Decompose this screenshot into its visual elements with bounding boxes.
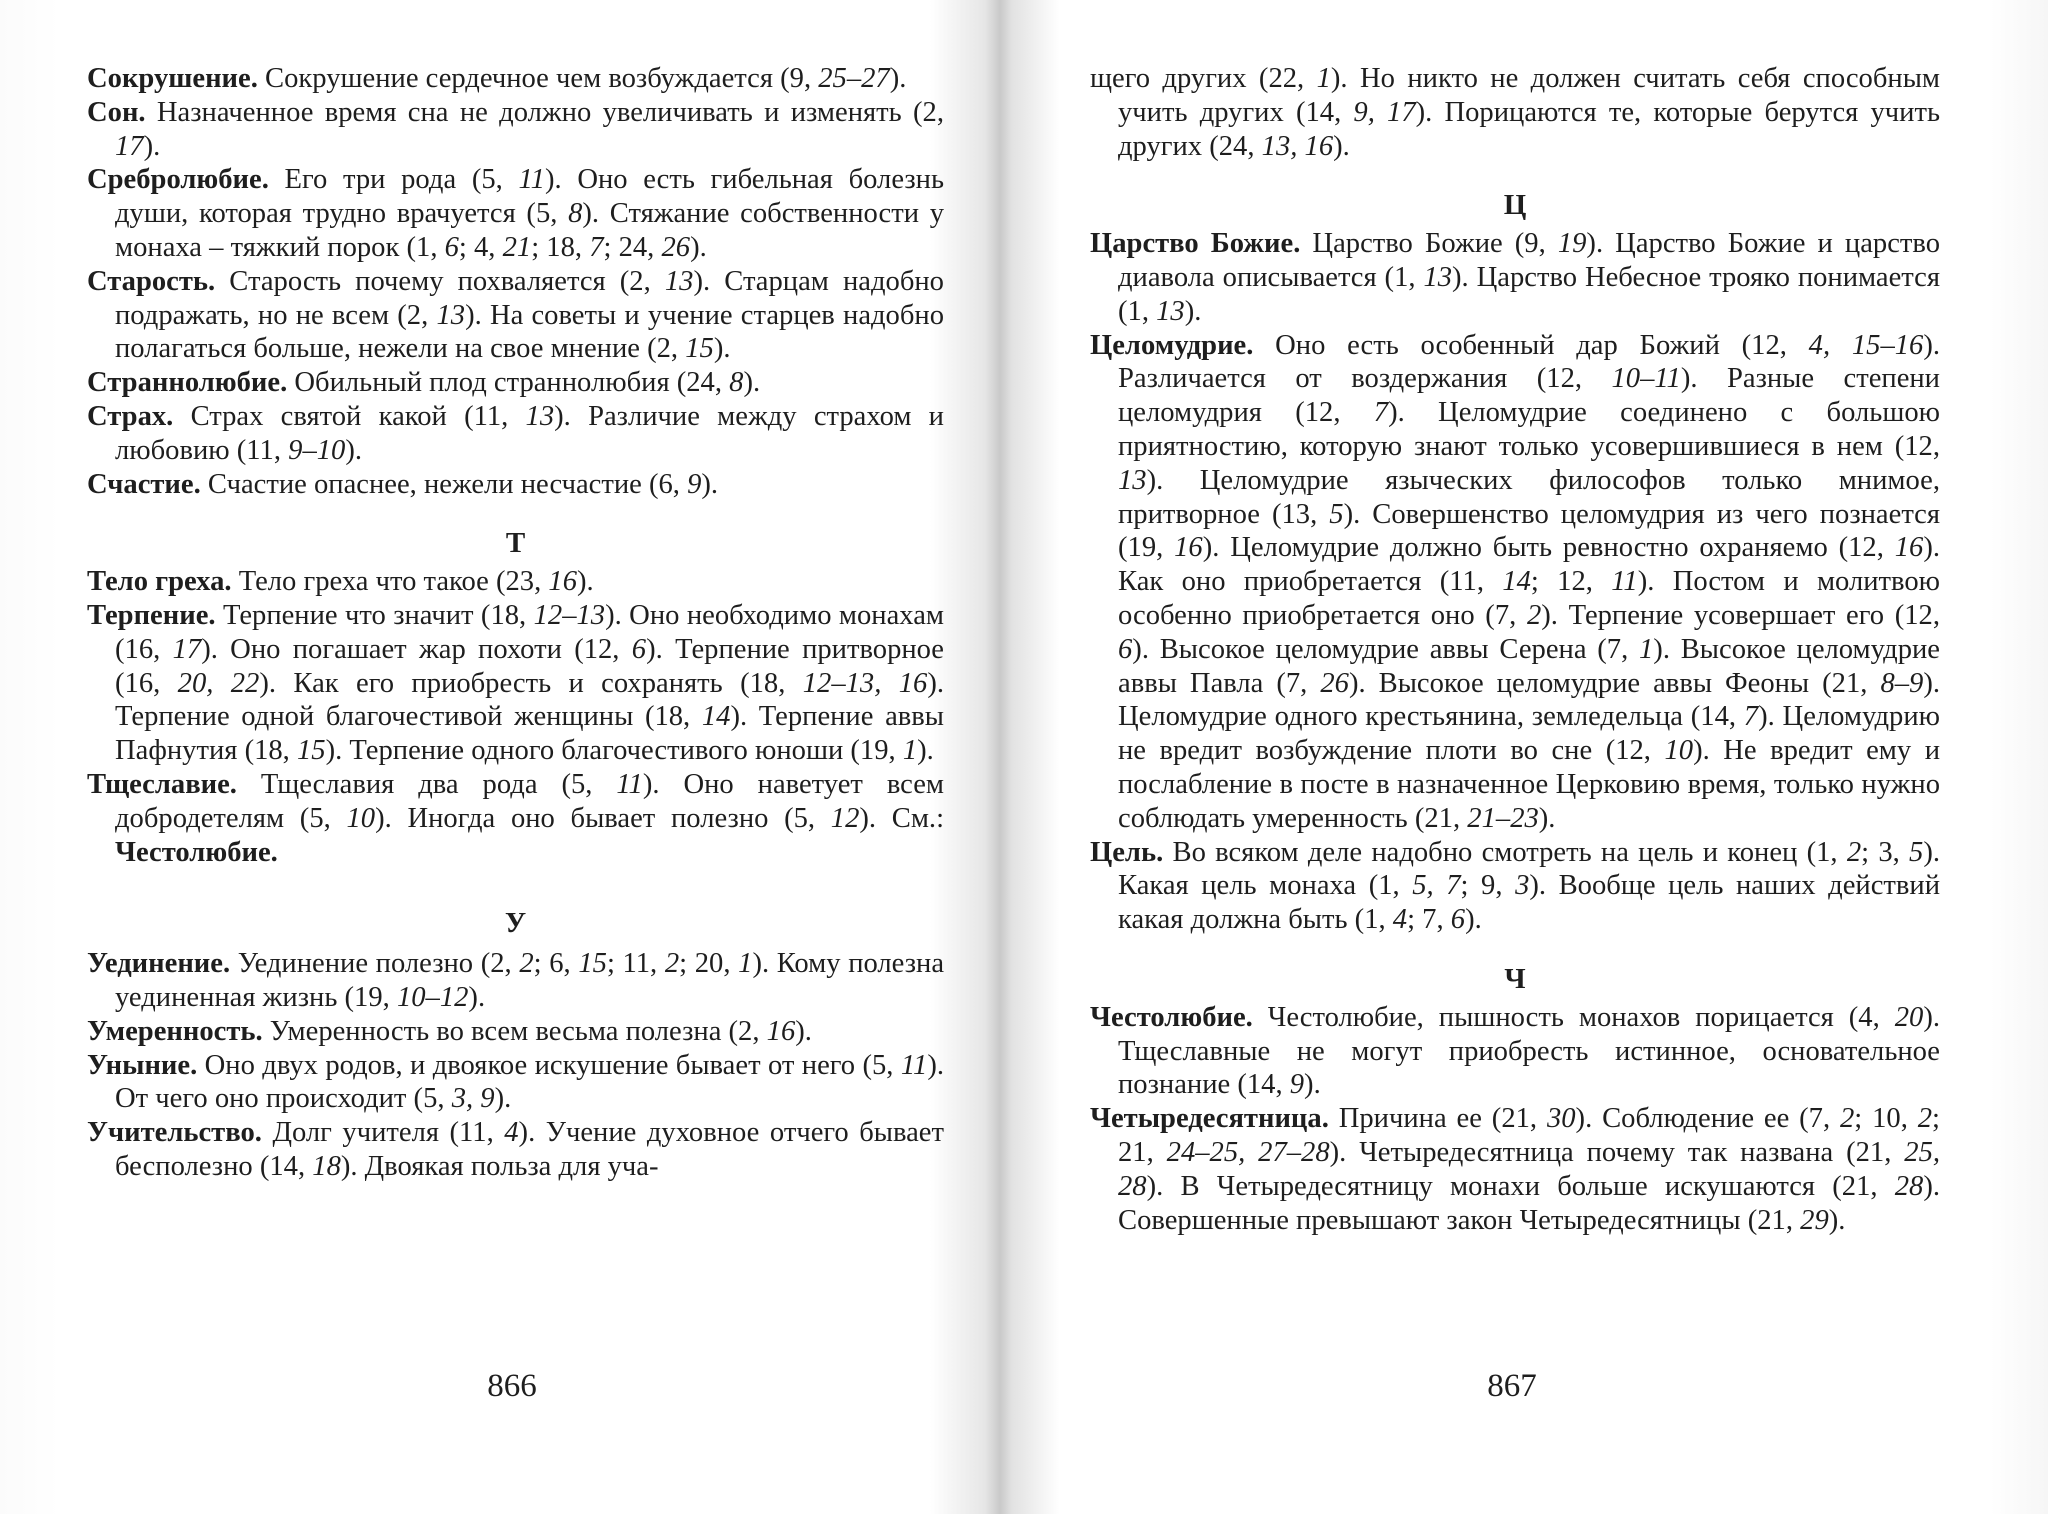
entry-text: ). Различие между страхом и любовию (11, xyxy=(115,400,944,466)
entry-list-u xyxy=(87,947,944,1184)
reference-number: 26 xyxy=(1320,667,1349,699)
section-letter-ch: Ч xyxy=(1504,962,1526,995)
reference-number: 13 xyxy=(1118,464,1147,496)
entry-text: ). Терпение одного благочестивого юноши (19, xyxy=(325,735,903,767)
reference-number: 6 xyxy=(1450,904,1466,936)
entry-text: ). Терпение притворное (16, xyxy=(115,633,945,699)
reference-number: 16 xyxy=(1174,532,1203,564)
index-entry xyxy=(87,565,944,599)
reference-number: 2 xyxy=(1840,1103,1855,1135)
entry-text: Страх святой какой (11, xyxy=(173,400,526,432)
reference-number: 11 xyxy=(518,164,545,196)
index-entry xyxy=(1090,1102,1940,1237)
index-entry xyxy=(87,96,944,164)
reference-number: 10–12 xyxy=(396,981,469,1013)
entry-text: ). xyxy=(345,434,362,466)
reference-number: 6 xyxy=(444,231,459,263)
entry-term: Тело греха. xyxy=(87,566,232,598)
entry-text: ). xyxy=(690,231,707,263)
entry-text: ). Высокое целомудрие аввы Серена (7, xyxy=(1132,633,1639,665)
cross-reference: Честолюбие. xyxy=(115,836,278,868)
entry-text: Долг учителя (11, xyxy=(261,1117,505,1149)
entry-text: ). xyxy=(1333,130,1350,162)
entry-text: ). xyxy=(1184,295,1202,327)
entry-text: ). xyxy=(1828,1204,1846,1236)
right-page xyxy=(1090,62,1940,1237)
entry-text: ). Учение духовное отчего бывает бесполезно (14, xyxy=(115,1117,944,1182)
entry-text: ). Целомудрие языческих философов только мнимое, притворное (13, xyxy=(1118,464,1940,530)
entry-text: ; 3, xyxy=(1861,836,1910,868)
entry-text: ; 6, xyxy=(533,948,579,980)
entry-term: Тщеславие. xyxy=(87,768,237,800)
reference-number: 21 xyxy=(502,231,532,263)
entry-term: Четыредесятница. xyxy=(1090,1103,1329,1135)
reference-number: 7 xyxy=(1373,397,1389,429)
entry-text: ; 21, xyxy=(1118,1103,1940,1168)
entry-text: ). Различается от воздержания (12, xyxy=(1118,329,1941,395)
index-entry xyxy=(87,947,944,1015)
index-entry xyxy=(87,768,944,869)
entry-text: ). Царство Небесное трояко понимается (1, xyxy=(1118,261,1940,327)
reference-number: 25, 28 xyxy=(1118,1136,1941,1202)
entry-list-ts xyxy=(1090,227,1940,937)
reference-number: 12–13, 16 xyxy=(802,667,928,699)
reference-number: 1 xyxy=(1639,633,1654,665)
entry-text: ). Оно наветует всем добродетелям (5, xyxy=(115,768,944,834)
entry-text: ; 7, xyxy=(1407,904,1451,936)
index-entry xyxy=(87,1049,944,1117)
reference-number: 2 xyxy=(1846,836,1862,868)
entry-text: ). Целомудрие одного крестьянина, земледельца (14, xyxy=(1118,667,1940,733)
reference-number: 26 xyxy=(661,231,691,263)
reference-number: 5 xyxy=(1909,836,1924,868)
entry-text: ; 24, xyxy=(603,231,662,263)
index-entry xyxy=(1090,1001,1940,1102)
entry-text: ). Разные степени целомудрия (12, xyxy=(1118,363,1940,429)
entry-text: ). xyxy=(468,981,486,1013)
entry-text: ). Тщеславные не могут приобресть истинное, основательное познание (14, xyxy=(1118,1001,1940,1101)
entry-text: ). Терпение аввы Пафнутия (18, xyxy=(115,701,944,767)
reference-number: 11 xyxy=(900,1049,928,1081)
index-entry xyxy=(87,1015,944,1049)
page-number-right: 867 xyxy=(1487,1368,1537,1404)
entry-text: ). Оно погашает жар похоти (12, xyxy=(201,633,632,665)
entry-text: Старость почему похваляется (2, xyxy=(215,265,665,297)
index-entry xyxy=(87,400,944,468)
entry-text: ). Порицаются те, которые берутся учить других (24, xyxy=(1118,96,1940,162)
entry-text: ). Совершенные превышают закон Четыредесятницы (21, xyxy=(1118,1170,1940,1236)
index-entry xyxy=(87,366,944,400)
entry-text: ). Постом и молитвою особенно приобретается оно (7, xyxy=(1118,566,1941,631)
reference-number: 13, 16 xyxy=(1261,130,1334,162)
entry-text: ). Старцам надобно подражать, но не всем (2, xyxy=(115,265,944,331)
index-entry xyxy=(87,163,944,264)
reference-number: 20, 22 xyxy=(177,667,260,699)
reference-number: 13 xyxy=(664,265,694,297)
entry-term: Учительство. xyxy=(87,1117,262,1149)
reference-number: 21–23 xyxy=(1467,802,1539,834)
entry-text: ). Высокое целомудрие аввы Феоны (21, xyxy=(1348,667,1881,699)
entry-text: ). xyxy=(494,1083,512,1115)
index-entry xyxy=(87,1116,944,1184)
reference-number: 8 xyxy=(568,198,583,230)
entry-text: Умеренность во всем весьма полезна (2, xyxy=(262,1015,767,1047)
reference-number: 25–27 xyxy=(818,63,890,94)
entry-text: ). Царство Божие и царство диавола описывается (1, xyxy=(1118,228,1940,293)
reference-number: 6 xyxy=(631,633,647,665)
entry-text: ). См.: xyxy=(859,802,945,834)
reference-number: 2 xyxy=(1526,599,1542,631)
entry-text: ). xyxy=(577,566,594,598)
reference-number: 11 xyxy=(1611,566,1638,598)
index-entry xyxy=(1090,227,1940,328)
reference-number: 1 xyxy=(902,735,918,767)
reference-number: 9 xyxy=(687,468,702,500)
entry-text: ). В Четыредесятницу монахи больше искушаются (21, xyxy=(1146,1170,1895,1202)
entry-text: 9, xyxy=(789,63,819,94)
reference-number: 15 xyxy=(685,333,714,365)
reference-number: 2 xyxy=(519,948,534,980)
reference-number: 8–9 xyxy=(1880,667,1924,699)
entry-term: Царство Божие. xyxy=(1090,228,1301,260)
entry-text: ). xyxy=(713,333,731,365)
entry-text: ). Целомудрие соединено с большою приятностию, которую знают только усовершившиеся в нем (12, xyxy=(1118,397,1940,462)
entry-text: ). Вообще цель наших действий какая должна быть (1, xyxy=(1118,870,1940,936)
entry-text: Во всяком деле надобно смотреть на цель и конец (1, xyxy=(1163,836,1847,868)
entry-text: ; 20, xyxy=(679,948,739,980)
reference-number: 9–10 xyxy=(288,434,346,466)
reference-number: 16 xyxy=(766,1015,796,1047)
reference-number: 7 xyxy=(1743,701,1759,733)
reference-number: 28 xyxy=(1894,1170,1924,1202)
reference-number: 29 xyxy=(1800,1204,1829,1236)
entry-text: ). Иногда оно бывает полезно (5, xyxy=(375,802,831,834)
entry-text: Уединение полезно (2, xyxy=(230,948,520,980)
entry-text: ). Четыредесятница почему так названа (21, xyxy=(1329,1136,1905,1168)
entry-text: Царство Божие (9, xyxy=(1300,228,1558,260)
section-letter-u: У xyxy=(504,907,527,940)
entry-text: Тщеславия два рода (5, xyxy=(236,768,617,800)
entry-term: Сокрушение. xyxy=(87,63,258,94)
entry-text: ; 10, xyxy=(1854,1103,1918,1135)
entry-term: Старость. xyxy=(87,265,216,297)
reference-number: 11 xyxy=(616,768,643,800)
entry-text: Честолюбие, пышность монахов порицается (4, xyxy=(1252,1001,1895,1033)
entry-term: Цель. xyxy=(1090,836,1164,868)
reference-number: 13 xyxy=(436,299,466,331)
index-entry xyxy=(87,468,944,502)
reference-number: 2 xyxy=(1917,1103,1933,1135)
entry-list-ch xyxy=(1090,1001,1940,1238)
entry-term: Счастие. xyxy=(87,468,201,500)
entry-text: ). xyxy=(795,1015,812,1047)
reference-number: 4, 15–16 xyxy=(1808,329,1924,361)
entry-text: ). Терпение усовершает его (12, xyxy=(1541,599,1940,631)
reference-number: 2 xyxy=(664,948,680,980)
entry-term: Сребролюбие. xyxy=(87,164,269,196)
entry-text: ; 4, xyxy=(458,231,503,263)
reference-number: 10–11 xyxy=(1611,363,1681,395)
entry-list-t xyxy=(87,565,944,869)
entry-term: Умеренность. xyxy=(87,1015,263,1047)
entry-text: ). Как его приобресть и сохранять (18, xyxy=(259,667,803,699)
section-letter-t: Т xyxy=(505,527,526,560)
entry-text: ). Двоякая польза для уча- xyxy=(340,1150,659,1182)
entry-text: ). Целомудрию не вредит возбуждение плоти во сне (12, xyxy=(1118,701,1941,767)
reference-number: 13 xyxy=(1423,261,1453,293)
entry-text: ). Кому полезна уединенная жизнь (19, xyxy=(115,948,945,1013)
reference-number: 17 xyxy=(115,130,144,162)
reference-number: 5 xyxy=(1329,498,1344,530)
entry-text: ). Совершенство целомудрия из чего познается (19, xyxy=(1118,498,1941,564)
entry-term: Уединение. xyxy=(87,948,231,980)
entry-text: ). На советы и учение старцев надобно полагаться больше, нежели на свое мнение (2, xyxy=(115,299,945,365)
entry-text: ). Стяжание собственности у монаха – тяжкий порок (1, xyxy=(115,198,944,263)
entry-text: ; 12, xyxy=(1530,566,1612,598)
entry-text: ). Не вредит ему и послабление в посте в назначенное Церковию время, только нужно соблюдать умеренность (21, xyxy=(1118,735,1940,834)
reference-number: 8 xyxy=(729,367,744,399)
reference-number: 16 xyxy=(1894,532,1924,564)
entry-text: Назначенное время сна не должно увеличивать и изменять (2, xyxy=(145,96,944,128)
entry-text: Счастие опаснее, нежели несчастие (6, xyxy=(200,468,688,500)
reference-number: 9 xyxy=(1289,1069,1305,1101)
index-entry xyxy=(87,62,944,96)
entry-text: Тело греха что такое (23, xyxy=(231,566,549,598)
entry-text: ). xyxy=(743,367,761,399)
entry-term: Терпение. xyxy=(87,599,216,631)
entry-text: ). Какая цель монаха (1, xyxy=(1118,836,1941,902)
entry-text: ). xyxy=(701,468,719,500)
reference-number: 4 xyxy=(1392,904,1408,936)
entry-text: ). xyxy=(1538,802,1556,834)
section-letter-ts: Ц xyxy=(1503,189,1527,222)
entry-text: ). Соблюдение ее (7, xyxy=(1575,1103,1840,1135)
entry-term: Целомудрие. xyxy=(1090,329,1254,361)
entry-text: ; 11, xyxy=(606,948,665,980)
reference-number: 14 xyxy=(1502,566,1531,598)
entry-text: ). Оно есть гибельная болезнь души, которая трудно врачуется (5, xyxy=(115,164,944,230)
reference-number: 13 xyxy=(525,400,555,432)
entry-text: Сокрушение сердечное чем возбуждается ( xyxy=(257,63,790,94)
reference-number: 1 xyxy=(738,948,753,980)
reference-number: 15 xyxy=(296,735,326,767)
entry-term: Страх. xyxy=(87,400,174,432)
entry-text: Оно есть особенный дар Божий (12, xyxy=(1253,329,1809,361)
entry-text: щего других (22, xyxy=(1090,63,1317,94)
entry-text: ). xyxy=(1304,1069,1321,1101)
entry-text: ). xyxy=(143,130,161,162)
entry-text: ). Оно необходимо монахам (16, xyxy=(115,599,944,665)
reference-number: 5, 7 xyxy=(1412,870,1461,902)
index-entry xyxy=(1090,329,1940,836)
entry-text: Причина ее (21, xyxy=(1328,1103,1547,1135)
entry-text: ). Высокое целомудрие аввы Павла (7, xyxy=(1118,633,1940,699)
entry-term: Уныние. xyxy=(87,1049,198,1081)
entry-text: ). Но никто не должен считать себя способным учить других (14, xyxy=(1118,63,1941,128)
entry-text: Оно двух родов, и двоякое искушение бывает от него (5, xyxy=(197,1049,901,1081)
reference-number: 14 xyxy=(701,701,731,733)
reference-number: 7 xyxy=(589,231,604,263)
entry-text: ). От чего оно происходит (5, xyxy=(115,1049,944,1115)
reference-number: 3 xyxy=(1515,870,1530,902)
reference-number: 30 xyxy=(1546,1103,1576,1135)
reference-number: 15 xyxy=(578,948,607,980)
entry-text: ; 18, xyxy=(531,231,590,263)
entry-list-continuation xyxy=(1090,62,1940,163)
left-page xyxy=(87,62,944,1184)
entry-term: Страннолюбие. xyxy=(87,367,288,399)
reference-number: 19 xyxy=(1557,228,1587,260)
reference-number: 20 xyxy=(1894,1001,1924,1033)
reference-number: 6 xyxy=(1118,633,1133,665)
reference-number: 4 xyxy=(504,1117,519,1149)
entry-text: ; 9, xyxy=(1460,870,1516,902)
reference-number: 16 xyxy=(548,566,577,598)
entry-text: Терпение что значит (18, xyxy=(215,599,534,631)
reference-number: 12 xyxy=(830,802,860,834)
reference-number: 17 xyxy=(172,633,202,665)
reference-number: 10 xyxy=(1664,735,1694,767)
reference-number: 1 xyxy=(1316,63,1331,94)
entry-list-s xyxy=(87,62,944,501)
index-entry xyxy=(1090,836,1940,937)
entry-term: Сон. xyxy=(87,96,146,128)
reference-number: 9, 17 xyxy=(1353,96,1416,128)
index-entry xyxy=(1090,62,1940,163)
reference-number: 3, 9 xyxy=(451,1083,495,1115)
entry-text: ). xyxy=(889,63,907,94)
entry-text: Обильный плод страннолюбия (24, xyxy=(287,367,730,399)
entry-text: ). xyxy=(1465,904,1482,936)
entry-text: Его три рода (5, xyxy=(268,164,519,196)
entry-text: ). Целомудрие должно быть ревностно охраняемо (12, xyxy=(1202,532,1895,564)
index-entry xyxy=(87,599,944,768)
reference-number: 13 xyxy=(1156,295,1185,327)
index-entry xyxy=(87,265,944,366)
reference-number: 10 xyxy=(346,802,376,834)
entry-text: ). xyxy=(917,735,934,767)
entry-text: ). Как оно приобретается (11, xyxy=(1118,532,1940,598)
entry-text: ). Терпение одной благочестивой женщины (18, xyxy=(115,667,944,733)
reference-number: 12–13 xyxy=(533,599,606,631)
entry-term: Честолюбие. xyxy=(1090,1001,1253,1033)
reference-number: 24–25, 27–28 xyxy=(1166,1136,1330,1168)
page-number-left: 866 xyxy=(487,1368,537,1404)
reference-number: 18 xyxy=(312,1150,341,1182)
